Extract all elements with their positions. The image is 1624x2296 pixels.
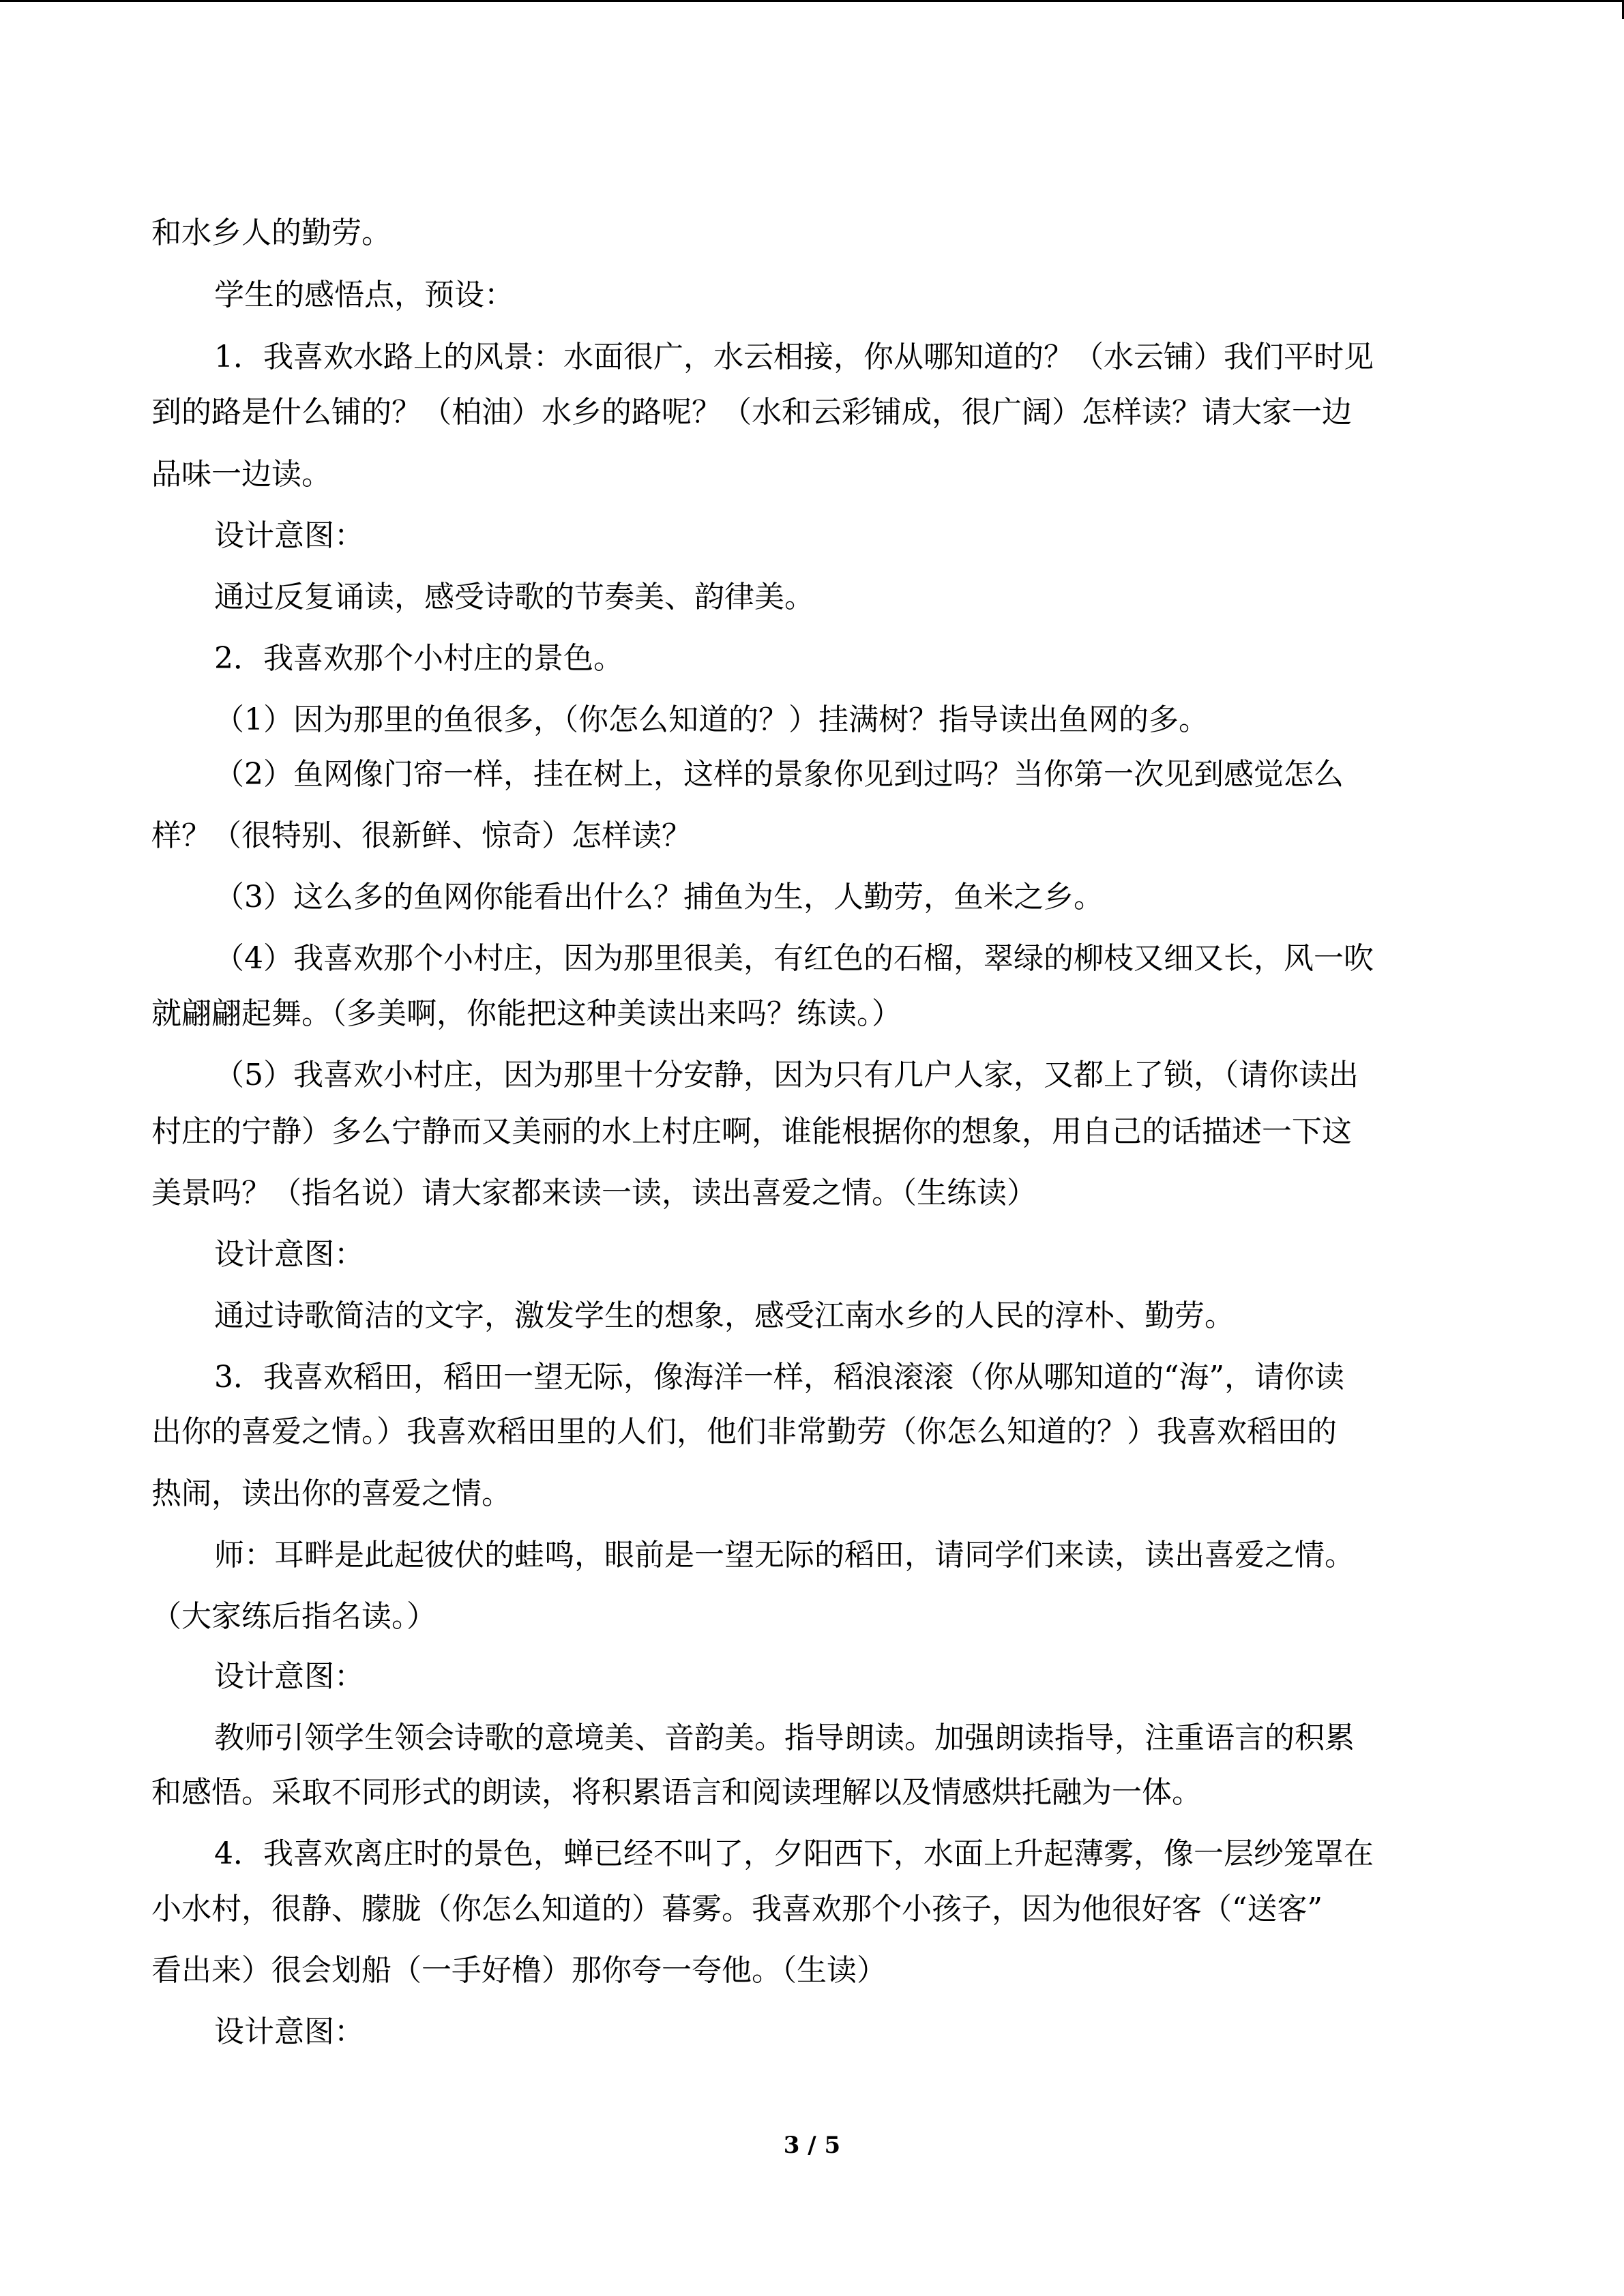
page-number: 3 / 5 bbox=[783, 2132, 841, 2159]
text-line: （1）因为那里的鱼很多，（你怎么知道的？）挂满树？指导读出鱼网的多。 bbox=[214, 702, 1209, 737]
text-line: 村庄的宁静）多么宁静而又美丽的水上村庄啊，谁能根据你的想象，用自己的话描述一下这 bbox=[151, 1114, 1352, 1149]
text-line: 小水村，很静、朦胧（你怎么知道的）暮雾。我喜欢那个小孩子，因为他很好客（“送客” bbox=[151, 1892, 1323, 1926]
text-line: 4．我喜欢离庄时的景色，蝉已经不叫了，夕阳西下，水面上升起薄雾，像一层纱笼罩在 bbox=[214, 1836, 1374, 1871]
text-line: 样？（很特别、很新鲜、惊奇）怎样读？ bbox=[151, 818, 692, 853]
text-line: 到的路是什么铺的？（柏油）水乡的路呢？（水和云彩铺成，很广阔）怎样读？请大家一边 bbox=[151, 395, 1352, 430]
text-line: 看出来）很会划船（一手好橹）那你夸一夸他。（生读） bbox=[151, 1953, 887, 1988]
text-line: 和感悟。采取不同形式的朗读，将积累语言和阅读理解以及情感烘托融为一体。 bbox=[151, 1775, 1202, 1810]
text-line: 通过反复诵读，感受诗歌的节奏美、韵律美。 bbox=[214, 580, 814, 614]
text-line: 出你的喜爱之情。）我喜欢稻田里的人们，他们非常勤劳（你怎么知道的？）我喜欢稻田的 bbox=[151, 1414, 1337, 1449]
text-line: （2）鱼网像门帘一样，挂在树上，这样的景象你见到过吗？当你第一次见到感觉怎么 bbox=[214, 757, 1344, 792]
text-line: 设计意图： bbox=[214, 2014, 364, 2049]
text-line: （大家练后指名读。） bbox=[151, 1599, 437, 1634]
text-line: （4）我喜欢那个小村庄，因为那里很美，有红色的石榴，翠绿的柳枝又细又长，风一吹 bbox=[214, 941, 1374, 976]
text-line: 热闹，读出你的喜爱之情。 bbox=[151, 1476, 512, 1511]
text-line: 3．我喜欢稻田，稻田一望无际，像海洋一样，稻浪滚滚（你从哪知道的“海”，请你读 bbox=[214, 1360, 1344, 1395]
text-line: 设计意图： bbox=[214, 1237, 364, 1272]
text-line: 教师引领学生领会诗歌的意境美、音韵美。指导朗读。加强朗读指导，注重语言的积累 bbox=[214, 1720, 1355, 1755]
text-line: 设计意图： bbox=[214, 1659, 364, 1694]
text-line: 品味一边读。 bbox=[151, 457, 331, 492]
top-border-line bbox=[0, 0, 1624, 2]
text-line: 就翩翩起舞。（多美啊，你能把这种美读出来吗？练读。） bbox=[151, 996, 902, 1031]
text-line: 师：耳畔是此起彼伏的蛙鸣，眼前是一望无际的稻田，请同学们来读，读出喜爱之情。 bbox=[214, 1538, 1355, 1572]
text-line: 设计意图： bbox=[214, 518, 364, 553]
text-line: 1．我喜欢水路上的风景：水面很广，水云相接，你从哪知道的？（水云铺）我们平时见 bbox=[214, 340, 1374, 374]
text-line: 学生的感悟点，预设： bbox=[214, 278, 514, 312]
text-line: （3）这么多的鱼网你能看出什么？捕鱼为生，人勤劳，鱼米之乡。 bbox=[214, 880, 1104, 914]
text-line: 美景吗？（指名说）请大家都来读一读，读出喜爱之情。（生练读） bbox=[151, 1176, 1037, 1210]
text-line: 和水乡人的勤劳。 bbox=[151, 215, 392, 250]
text-line: （5）我喜欢小村庄，因为那里十分安静，因为只有几户人家，又都上了锁，（请你读出 bbox=[214, 1058, 1359, 1092]
text-line: 通过诗歌简洁的文字，激发学生的想象，感受江南水乡的人民的淳朴、勤劳。 bbox=[214, 1298, 1235, 1333]
text-line: 2．我喜欢那个小村庄的景色。 bbox=[214, 641, 623, 676]
